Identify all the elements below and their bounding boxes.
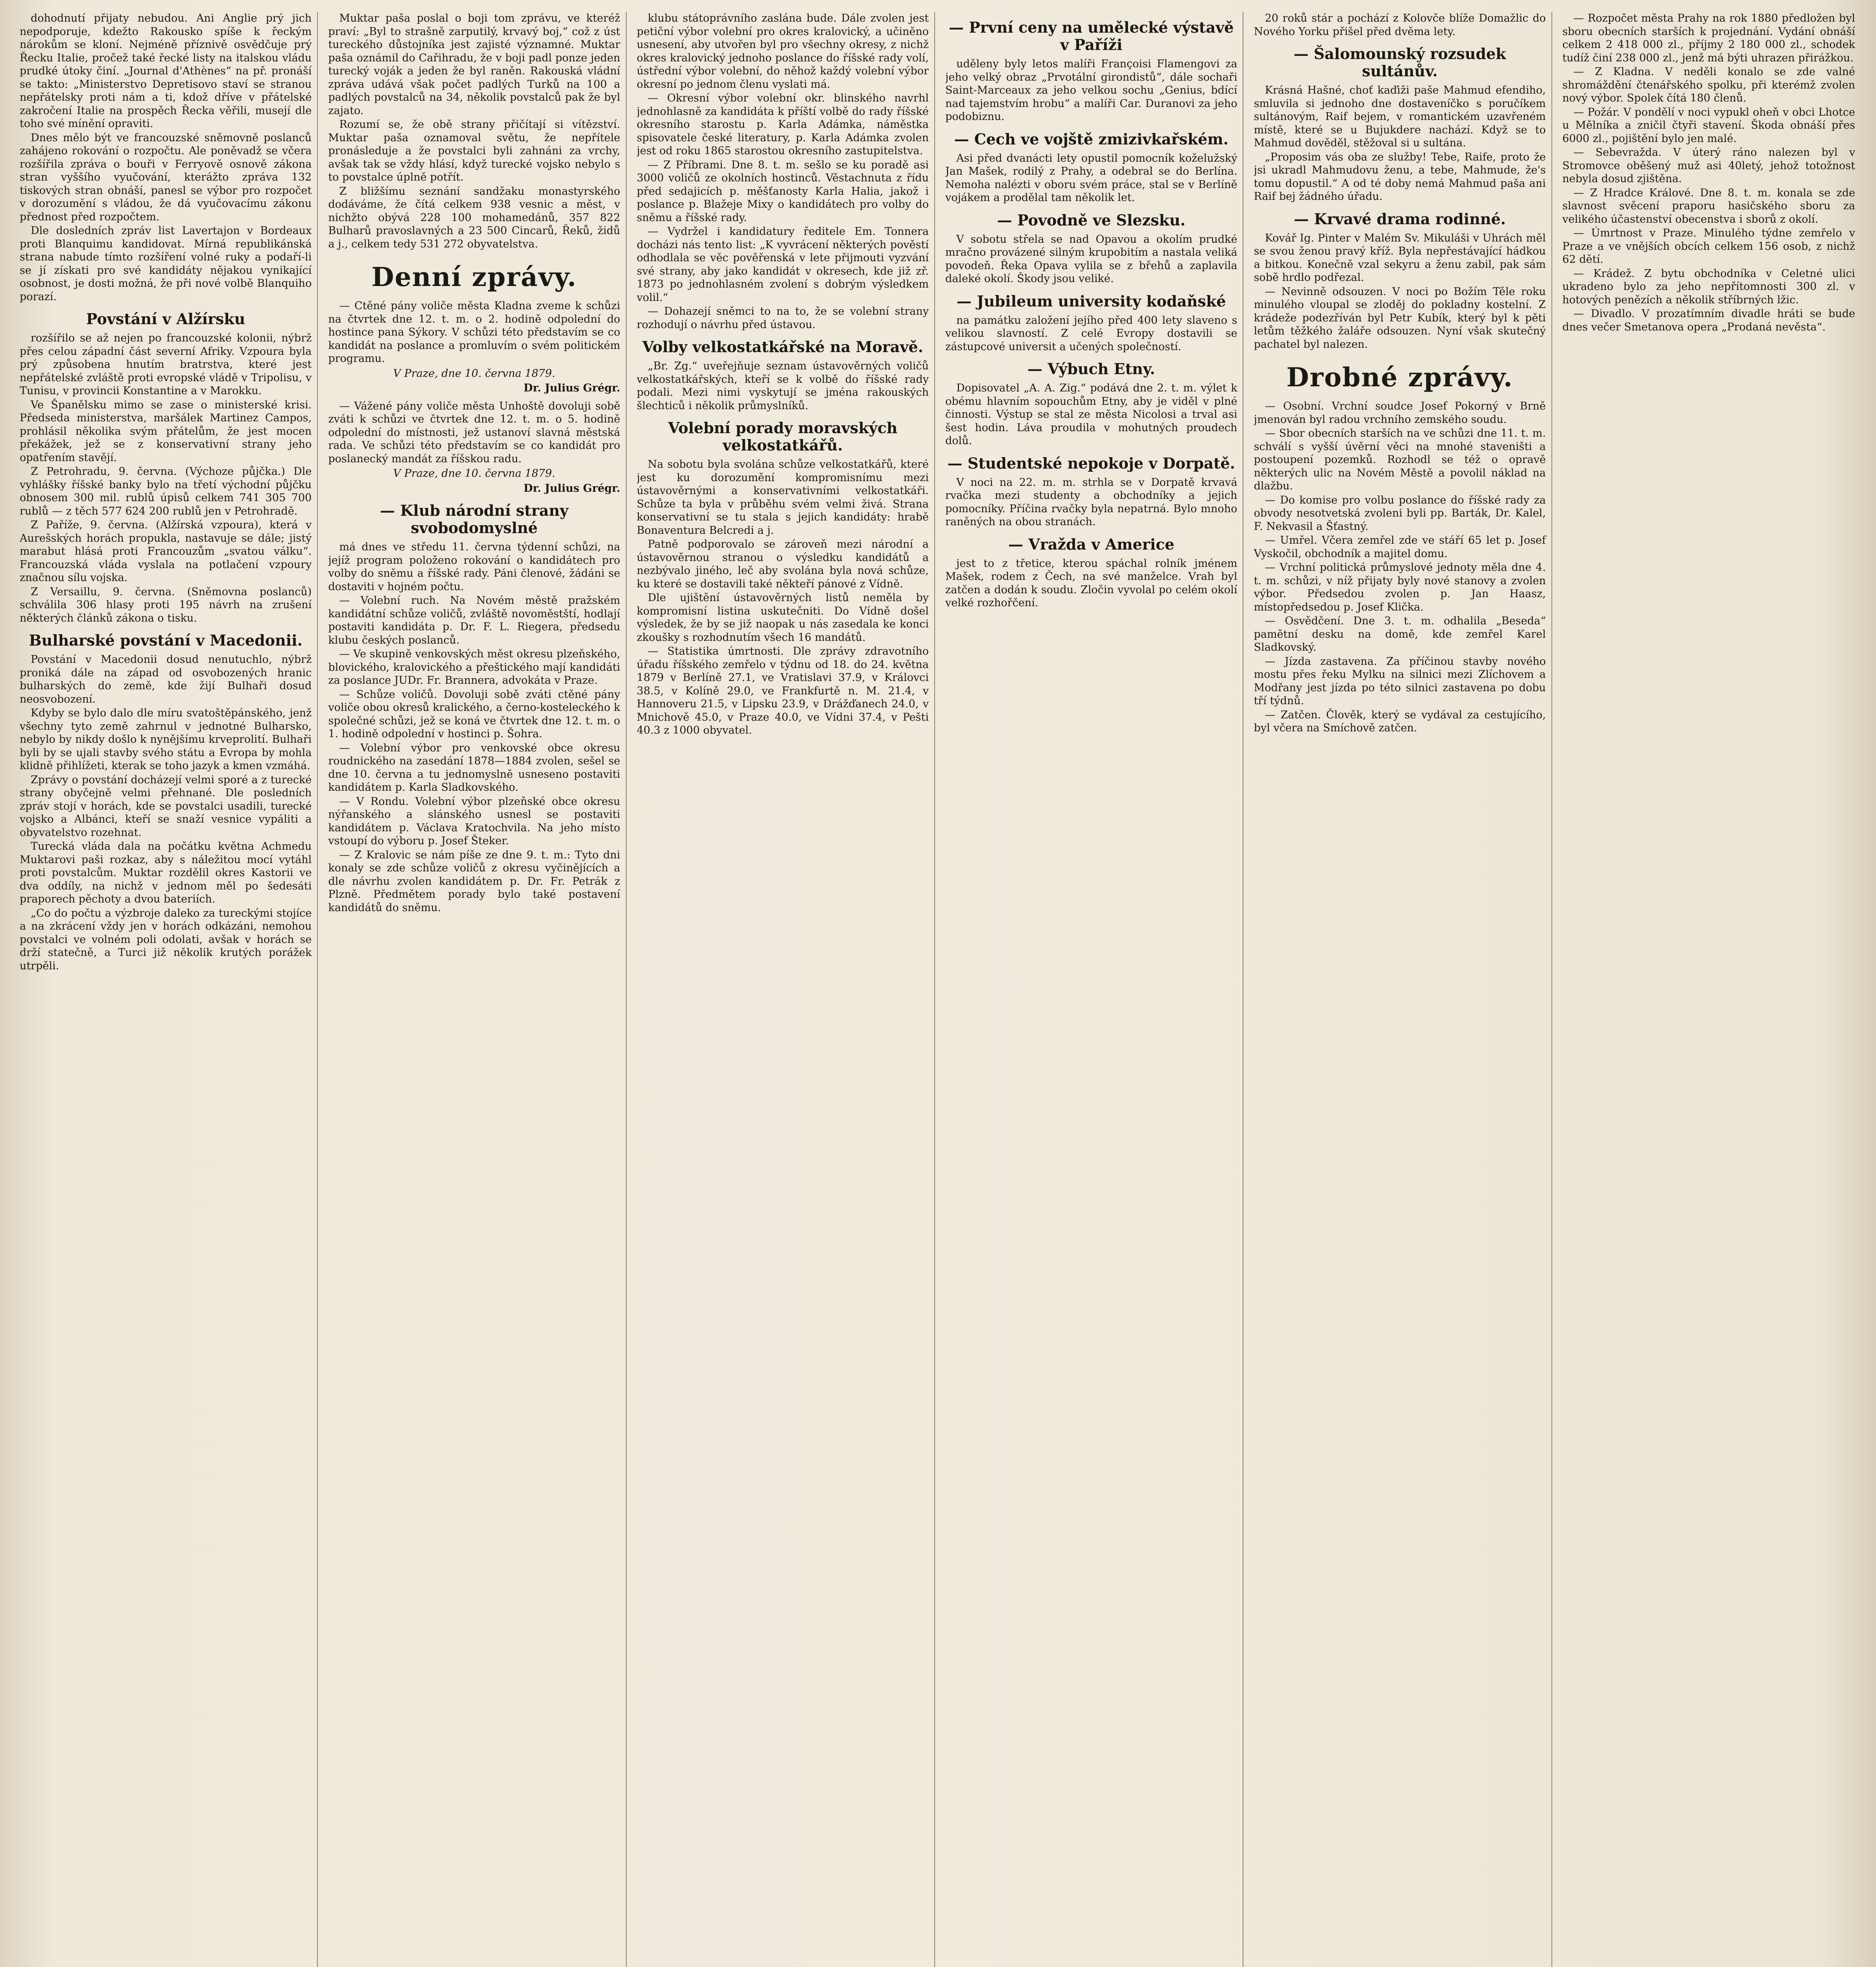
article-heading: Volební porady moravských velkostatkářů. xyxy=(668,419,898,454)
column-4 xyxy=(945,12,1243,1967)
paragraph: — Statistika úmrtnosti. Dle zprávy zdravotního úřadu říšského zemřelo v týdnu od 18. do 24. května 1879 v Berlíně 27.1, ve Vratislavi 37.9, v Královci 38.5, v Kolíně 29.0, ve Frankfurtě n. M. 21.4, v Hannoveru 21.5, v Lipsku 23.9, v Drážďanech 24.0, v Mnichově 45.0, v Praze 40.0, ve Vídni 37.4, v Pešti 40.3 z 1000 obyvatel. xyxy=(636,645,929,736)
paragraph: — Z Kralovic se nám píše ze dne 9. t. m.: Tyto dni konaly se zde schůze voličů z okresu vyčinějících a dle návrhu zvolen kandidátem p. Dr. Fr. Petrák z Plzně. Předmětem porady bylo také postavení kandidátů do sněmu. xyxy=(328,849,620,914)
paragraph: — Vydržel i kandidatury ředitele Em. Tonnera docházi nás tento list: „K vyvrácení některých pověstí odhodlala se věc pověřenská v lete přijmouti vyzvání své strany, aby jako kandidát v okresech, kde již zř. 1873 po jednohlasném zvolení s dobrým výsledkem volil.“ xyxy=(636,225,929,304)
signature: Dr. Julius Grégr. xyxy=(524,382,620,394)
paragraph: — Do komise pro volbu poslance do říšské rady za obvody nesotvetská zvoleni byli pp. Barták, Dr. Kalel, F. Nekvasil a Šťastný. xyxy=(1254,494,1546,533)
paragraph: Kovář Ig. Pinter v Malém Sv. Mikuláši v Uhrách měl se svou ženou pravý kříž. Byla nepřestávající hádkou a bitkou. Konečně vzal sekyru a ženu zabil, pak sám sobě hrdlo podřezal. xyxy=(1254,232,1546,284)
paragraph: — Z Příbrami. Dne 8. t. m. sešlo se ku poradě asi 3000 voličů ze okolních hostinců. Věstachnuta z řídu před sedajicích p. měšťanosty Karla Halia, jakož i poslance p. Blažeje Mixy o kandidátech pro volby do sněmu a říšské rady. xyxy=(636,159,929,224)
article-heading: Denní zprávy. xyxy=(371,262,577,292)
paragraph: — Dohazejí sněmci to na to, že se volební strany rozhodují o návrhu před ústavou. xyxy=(636,305,929,331)
paragraph: — Z Kladna. V neděli konalo se zde valné shromáždění čtenářského spolku, při kterémž zvolen nový výbor. Spolek čítá 180 členů. xyxy=(1562,66,1855,104)
paragraph: V sobotu střela se nad Opavou a okolím prudké mračno provázené silným krupobitím a nastala veliká povodeň. Řeka Opava vylila se z břehů a zaplavila daleké okolí. Škody jsou veliké. xyxy=(945,233,1238,285)
paragraph: — Vrchní politická průmyslové jednoty měla dne 4. t. m. schůzi, v níž přijaty byly nové stanovy a zvolen výbor. Předsedou zvolen p. Jan Haasz, místopředsedou p. Josef Klička. xyxy=(1254,561,1546,613)
paragraph: V noci na 22. m. m. strhla se v Dorpatě krvavá rvačka mezi studenty a obchodníky a jejich pomocníky. Příčina rvačky byla nepatrná. Bylo mnoho raněných na obou stranách. xyxy=(945,476,1238,528)
column-5 xyxy=(1254,12,1552,1967)
paragraph: — Nevinně odsouzen. V noci po Božím Těle roku minulého vloupal se zloděj do pokladny kostelní. Z krádeže podezříván byl Petr Kubík, který byl k pěti letům těžkého žaláře odsouzen. Nyní však skutečný pachatel byl nalezen. xyxy=(1254,285,1546,351)
paragraph: Zprávy o povstání docházejí velmi sporé a z turecké strany obyčejně velmi přehnané. Dle posledních zpráv stojí v horách, kde se povstalci usadili, turecké vojsko a Albánci, kteří se snaží vesnice vypáliti a obyvatelstvo rozehnat. xyxy=(20,773,312,839)
paragraph: — Požár. V pondělí v noci vypukl oheň v obci Lhotce u Mělníka a zničil čtyři stavení. Škoda obnáší přes 6000 zl., pojištění bylo jen malé. xyxy=(1562,106,1855,145)
paragraph: Rozumí se, že obě strany přičítají si vítězství. Muktar paša oznamoval světu, že nepřítele pronásleduje a že povstalci byli zahnáni za vrchy, avšak tak se vždy hlásí, když turecké vojsko nebylo s to povstalce úplně potřít. xyxy=(328,118,620,183)
article-heading: Drobné zprávy. xyxy=(1286,362,1513,393)
paragraph: dohodnutí přijaty nebudou. Ani Anglie prý jich nepodporuje, kdežto Rakousko spíše k řeckým nárokům se kloní. Nejméně příznivě osvědčuje prý Řecku Italie, pročež také řecké listy na italskou vládu prudké útoky činí. „Journal d'Athènes“ na př. pronáší se takto: „Ministerstvo Depretisovo staví se stranou nepřátelsky proti nám a ti, kdož dříve v přátelské zakročení Italie na prospěch Řecka věřili, musejí dle toho své mínění opraviti. xyxy=(20,12,312,130)
paragraph: Ve Španělsku mimo se zase o ministerské krisi. Předseda ministerstva, maršálek Martinez Campos, prohlásil několika svým přátelům, že jest mocen překážek, jež se z konservativní strany jeho opatřením stavějí. xyxy=(20,399,312,464)
column-3 xyxy=(637,12,935,1967)
paragraph: — Divadlo. V prozatímním divadle hráti se bude dnes večer Smetanova opera „Prodaná nevěsta“. xyxy=(1562,308,1855,333)
paragraph: Patně podporovalo se zároveň mezi národní a ústavověrnou stranou o výsledku kandidátů a nezbývalo jiného, leč aby svolána byla nová schůze, ku které se dostavili také někteří pánové z Vídně. xyxy=(636,538,929,590)
paragraph: Z bližšímu seznání sandžaku monastyrského dodáváme, že čítá celkem 938 vesnic a měst, v nichžto obývá 228 100 mohamedánů, 357 822 Bulharů pravoslavných a 23 500 Cincarů, Řeků, židů a j., celkem tedy 531 272 obyvatelstva. xyxy=(328,185,620,250)
paragraph: — Osvědčení. Dne 3. t. m. odhalila „Beseda“ pamětní desku na domě, kde zemřel Karel Sladkovský. xyxy=(1254,615,1546,653)
paragraph: jest to z třetice, kterou spáchal rolník jménem Mašek, rodem z Čech, na své manželce. Vrah byl zatčen a dodán k soudu. Zločin vyvolal po celém okolí velké rozhořčení. xyxy=(945,557,1238,609)
paragraph: — Okresní výbor volební okr. blinského navrhl jednohlasně za kandidáta k příští volbě do rady říšské okresního starostu p. Karla Adámka, náměstka spisovatele české literatury, p. Karla Adámka zvolen jest od roku 1865 starostou okresního zastupitelstva. xyxy=(636,92,929,157)
paragraph: Dle dosledních zpráv list Lavertajon v Bordeaux proti Blanquimu kandidovat. Mírná republikánská strana nabude tímto rozšíření volné ruky a podaří-li se jí získati pro své kandidáty nějakou vynikající osobnost, je dosti možná, že při nové volbě Blanquiho porazí. xyxy=(20,225,312,303)
article-heading: — Studentské nepokoje v Dorpatě. xyxy=(947,454,1235,472)
paragraph: Muktar paša poslal o boji tom zprávu, ve kteréž praví: „Byl to strašně zarputilý, krvavý boj,“ což z úst tureckého důstojníka jest zajisté významné. Muktar paša oznámil do Cařihradu, že v boji padl ponze jeden turecký voják a jeden že byl raněn. Rakouská vládní zpráva udává však počet padlých Turků na 100 a padlých povstalců na 34, několik povstalců pak že byl zajato. xyxy=(328,12,620,117)
paragraph: má dnes ve středu 11. června týdenní schůzi, na jejíž program položeno rokování o kandidátech pro volby do sněmu a říšské rady. Páni členové, žádáni se dostaviti v hojném počtu. xyxy=(328,541,620,593)
paragraph: — Ve skupině venkovských měst okresu plzeňského, blovického, kralovického a přeštického mají kandidáti za poslance JUDr. Fr. Brannera, advokáta v Praze. xyxy=(328,648,620,686)
dateline: V Praze, dne 10. června 1879. xyxy=(393,467,555,480)
paragraph: Z Versaillu, 9. června. (Sněmovna poslanců) schválila 306 hlasy proti 195 návrh na zrušení některých článků zákona o tisku. xyxy=(20,585,312,624)
paragraph: — Zatčen. Člověk, který se vydával za cestujícího, byl včera na Smíchově zatčen. xyxy=(1254,709,1546,734)
column-2 xyxy=(328,12,626,1967)
paragraph: uděleny byly letos malíři Françoisi Flamengovi za jeho velký obraz „Prvotální girondistů“, dále sochaři Saint-Marceaux za jeho velkou sochu „Genius, bdící nad tajemstvím hrobu“ a malíři Car. Duranovi za jeho podobiznu. xyxy=(945,58,1238,123)
column-1 xyxy=(20,12,318,1967)
paragraph: — V Rondu. Volební výbor plzeňské obce okresu nýřanského a slánského usnesl se postaviti kandidátem p. Václava Kratochvila. Na jeho místo vstoupí do výboru p. Josef Šteker. xyxy=(328,795,620,847)
paragraph: „Br. Zg.“ uveřejňuje seznam ústavověrných voličů velkostatkářských, kteří se k volbě do říšské rady podali. Mezi nimi vyskytují se jména rakouských šlechticů i několik průmyslníků. xyxy=(636,360,929,412)
article-heading: — Cech ve vojště zmizivkařském. xyxy=(954,130,1229,148)
paragraph: Asi před dvanácti lety opustil pomocník koželužský Jan Mašek, rodilý z Prahy, a odebral se do Berlína. Nemoha nalézti v oboru svém práce, stal se v Berlíně vojákem a prodělal tam několik let. xyxy=(945,152,1238,204)
article-heading: — Vražda v Americe xyxy=(1008,535,1175,553)
paragraph: Dopisovatel „A. A. Zig.“ podává dne 2. t. m. výlet k obému hlavním sopouchům Etny, aby je viděl v plné činnosti. Výstup se stal ze města Nicolosi a trval asi šest hodin. Láva proudila v mohutných proudech dolů. xyxy=(945,382,1238,447)
paragraph: Dnes mělo být ve francouzské sněmovně poslanců zahájeno rokování o rozpočtu. Ale poněvadž se včera rozšířila zpráva o bouři v Ferryově osnově zákona stran vyššího vyučování, kterážto zpráva 132 tiskových stran obnáší, panesl se výbor pro rozpočet v dorozumění s vládou, že dá vyučovacímu zákonu přednost před rozpočtem. xyxy=(20,131,312,223)
article-heading: — První ceny na umělecké výstavě v Paříži xyxy=(948,18,1234,54)
paragraph: — Vážené pány voliče města Unhoště dovoluji sobě zváti k schůzi ve čtvrtek dne 12. t. m. o 5. hodině odpolední do místnosti, jež ustanoví slavná městská rada. Ve schůzi této představím se co kandidát pro poslanecký mandát za říšskou radu. xyxy=(328,400,620,465)
article-heading: — Povodně ve Slezsku. xyxy=(997,211,1186,229)
paragraph: — Sebevražda. V úterý ráno nalezen byl v Stromovce oběšený muž asi 40letý, jehož totožnost nebyla dosud zjištěna. xyxy=(1562,146,1855,185)
paragraph: 20 roků stár a pochází z Kolovče blíže Domažlic do Nového Yorku přišel před dvěma lety. xyxy=(1254,12,1546,38)
article-heading: — Jubileum university kodaňské xyxy=(956,292,1226,310)
paragraph: Kdyby se bylo dalo dle míru svatoštěpánského, jenž všechny tyto země zahrnul v jednotné Bulharsko, nebylo by nikdy došlo k nynějšímu krveprolití. Bulhaři byli by se ujali stavby svého státu a Evropa by mohla klidně přihlížeti, kterak se toho jazyk a kmen vzmáhá. xyxy=(20,707,312,772)
paragraph: klubu státoprávního zaslána bude. Dále zvolen jest petiční výbor volební pro okres kralovický, a učiněno usnesení, aby utvořen byl pro všechny okresy, z nichž okres kralovický jednoho poslance do říšské rady volí, ústřední výbor volební, do něhož každý volební výbor okresní po jednom členu vyslati má. xyxy=(636,12,929,90)
paragraph: — Volební výbor pro venkovské obce okresu roudnického na zasedání 1878—1884 zvolen, sešel se dne 10. června a tu jednomyslně usneseno postaviti kandidátem p. Karla Sladkovského. xyxy=(328,742,620,793)
paragraph: — Sbor obecních starších na ve schůzi dne 11. t. m. schválí s vyšší úvěrní věci na mnohé staveništi a postoupení pozemků. Rozhodl se též o opravě některých ulic na Novém Městě a povolil náklad na dlažbu. xyxy=(1254,427,1546,492)
paragraph: — Schůze voličů. Dovoluji sobě zváti ctěné pány voliče obou okresů kralického, a černo-kosteleckého k společné schůzi, jež se koná ve čtvrtek dne 12. t. m. o 1. hodině odpolední v hostinci p. Šohra. xyxy=(328,688,620,740)
article-heading: — Krvavé drama rodinné. xyxy=(1294,210,1506,228)
paragraph: Na sobotu byla svolána schůze velkostatkářů, které jest ku dorozumění kompromisnímu mezi ústavověrnými a konservativními velkostatkáři. Schůze ta byla v průběhu svém velmi živá. Strana konservativní se tu stala s jejich kandidáty: hrabě Bonaventura Belcredi a j. xyxy=(636,458,929,537)
signature: Dr. Julius Grégr. xyxy=(524,482,620,495)
column-6 xyxy=(1562,12,1861,1967)
paragraph: Turecká vláda dala na počátku května Achmedu Muktarovi paši rozkaz, aby s náležitou mocí vytáhl proti povstalcům. Muktar rozdělil okres Kastorii ve dva oddíly, na nichž v jednom měl po šedesáti praporech pěchoty a dvou bateriích. xyxy=(20,840,312,905)
paragraph: rozšířilo se až nejen po francouzské kolonii, nýbrž přes celou západní část severní Afriky. Vzpoura byla prý způsobena hnutím bratrstva, které jest nepřátelské zvláště proti evropské vládě v Tripolisu, v Tunisu, v provincii Konstantine a v Marokku. xyxy=(20,332,312,397)
paragraph: — Úmrtnost v Praze. Minulého týdne zemřelo v Praze a ve vnějších obcích celkem 156 osob, z nichž 62 dětí. xyxy=(1562,227,1855,266)
paragraph: — Krádež. Z bytu obchodníka v Celetné ulici ukradeno bylo za jeho nepřítomnosti 300 zl. v hotových penězích a několik stříbrných lžic. xyxy=(1562,267,1855,306)
article-heading: Bulharské povstání v Macedonii. xyxy=(29,631,303,649)
paragraph: — Osobní. Vrchní soudce Josef Pokorný v Brně jmenován byl radou vrchního zemského soudu. xyxy=(1254,400,1546,426)
dateline: V Praze, dne 10. června 1879. xyxy=(393,367,555,380)
paragraph: — Rozpočet města Prahy na rok 1880 předložen byl sboru obecních starších k projednání. Vydání obnáší celkem 2 418 000 zl., příjmy 2 180 000 zl., schodek tudíž činí 238 000 zl., jenž má býti uhrazen přirážkou. xyxy=(1562,12,1855,64)
columns-container xyxy=(20,12,1861,1967)
paragraph: — Jízda zastavena. Za příčinou stavby nového mostu přes řeku Mylku na silnici mezi Zlíchovem a Modřany jest jízda po této silnici zastavena po dobu tří týdnů. xyxy=(1254,655,1546,707)
paragraph: Z Paříže, 9. června. (Alžírská vzpoura), která v Aurešských horách propukla, nastavuje se dále; jistý marabut hlásá proti Francouzům „svatou válku“. Francouzská vláda vyslala na potlačení vzpoury značnou sílu vojska. xyxy=(20,519,312,584)
article-heading: — Šalomounský rozsudek sultánův. xyxy=(1293,45,1506,80)
paragraph: — Ctěné pány voliče města Kladna zveme k schůzi na čtvrtek dne 12. t. m. o 2. hodině odpolední do hostince pana Sýkory. V schůzi této představím se co kandidát na poslance a promluvím o svém politickém programu. xyxy=(328,300,620,365)
paragraph: — Umřel. Včera zemřel zde ve stáří 65 let p. Josef Vyskočil, obchodník a majitel domu. xyxy=(1254,534,1546,560)
article-heading: — Výbuch Etny. xyxy=(1027,360,1155,378)
paragraph: Povstání v Macedonii dosud nenutuchlo, nýbrž proniká dále na západ od osvobozených hranic bulharských do země, kde žijí Bulhaři dosud neosvobození. xyxy=(20,653,312,705)
paragraph: „Co do počtu a výzbroje daleko za tureckými stojíce a na zkrácení vždy jen v horách odkázáni, nemohou povstalci ve volném poli odolati, avšak v horách se drží statečně, a Turci již několik krutých porážek utrpěli. xyxy=(20,907,312,972)
article-heading: — Klub národní strany svobodomyslné xyxy=(380,502,568,537)
paragraph: — Z Hradce Králové. Dne 8. t. m. konala se zde slavnost svěcení praporu hasičského sboru za velikého účastenství obecenstva i sborů z okolí. xyxy=(1562,186,1855,225)
article-heading: Povstání v Alžírsku xyxy=(86,310,245,328)
paragraph: na památku založení jejího před 400 lety slaveno s velikou slavností. Z celé Evropy dostavili se zástupcové universit a učených společností. xyxy=(945,314,1238,353)
paragraph: — Volební ruch. Na Novém městě pražském kandidátní schůze voličů, zvláště novoměstští, hodlají postaviti kandidáta p. Dr. F. L. Riegera, předsedu klubu českých poslanců. xyxy=(328,594,620,646)
paragraph: „Proposim vás oba ze služby! Tebe, Raife, proto že jsi ukradl Mahmudovu ženu, a tebe, Mahmude, že's tomu dopustil.“ A od té doby nemá Mahmud paša ani Raif bej žádného úřadu. xyxy=(1254,151,1546,203)
paragraph: Dle ujištění ústavověrných listů neměla by kompromisní listina uskutečniti. Do Vídně došel výsledek, že by se již naopak u nás zasedala ke konci zkoušky s rozhodnutím všech 16 mandátů. xyxy=(636,592,929,644)
paragraph: Krásná Hašné, choť kaďiži paše Mahmud efendiho, smluvila si jednoho dne dostaveníčko s poručíkem sultánovým, Raif bejem, v romantickém uzavřeném místě, které se u Bujukdere nachází. Když se to Mahmud dověděl, stěžoval si u sultána. xyxy=(1254,84,1546,149)
paragraph: Z Petrohradu, 9. června. (Výchoze půjčka.) Dle vyhlášky říšské banky bylo na třetí východní půjčku obnosem 300 mil. rublů úpisů celkem 741 305 700 rublů — z těch 577 624 200 rublů jen v Petrohradě. xyxy=(20,465,312,517)
article-heading: Volby velkostatkářské na Moravě. xyxy=(642,338,923,356)
